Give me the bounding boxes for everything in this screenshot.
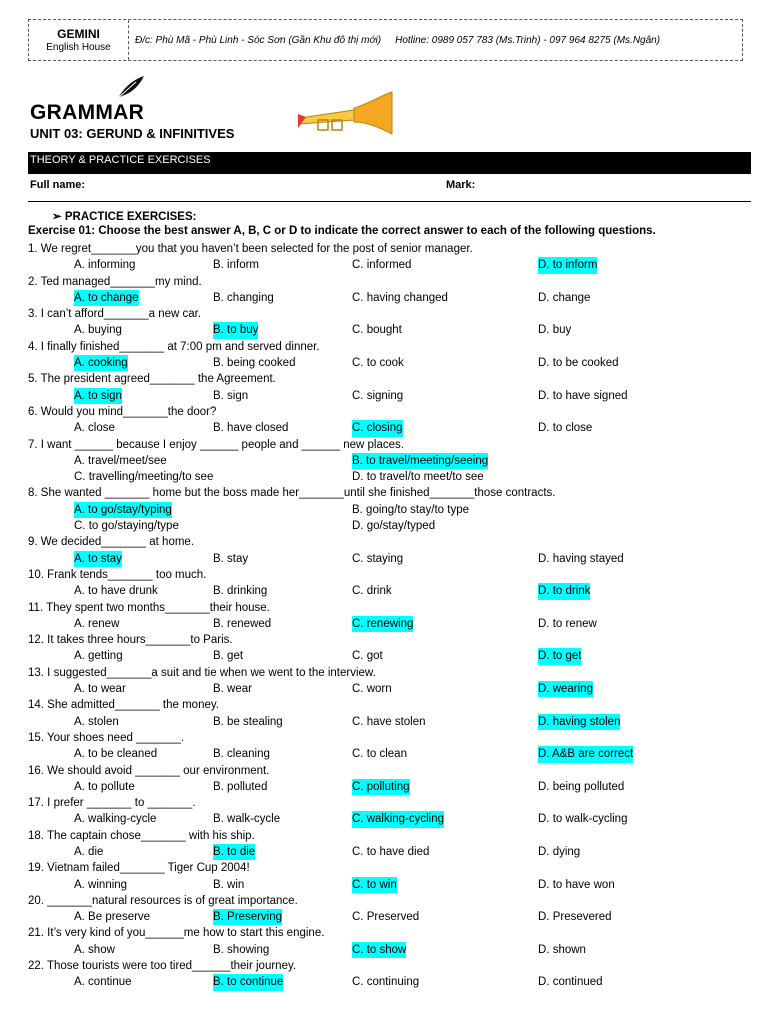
answer-option: A. to be cleaned — [74, 748, 158, 761]
question-prompt: 16. We should avoid _______ our environment. — [28, 764, 270, 777]
leaf-icon — [114, 74, 146, 100]
answer-option: A. show — [74, 943, 115, 956]
answer-option: D. shown — [538, 943, 586, 956]
options-row — [28, 942, 758, 958]
answer-option: D. Presevered — [538, 911, 612, 924]
answer-option: D. go/stay/typed — [352, 520, 436, 533]
question-text — [28, 567, 758, 583]
answer-option-correct: C. closing — [352, 420, 403, 436]
question-text — [28, 274, 758, 290]
answer-option: A. getting — [74, 650, 123, 663]
page-title: GRAMMAR — [30, 101, 145, 124]
answer-option: B. sign — [213, 389, 249, 402]
options-row — [28, 746, 758, 762]
answer-option-correct: B. to continue — [213, 974, 283, 990]
arrow-bullet-icon: ➢ — [52, 211, 62, 223]
mark-label: Mark: — [446, 179, 476, 191]
question-prompt: 9. We decided_______ at home. — [28, 536, 195, 549]
answer-option: A. informing — [74, 259, 136, 272]
answer-option: B. inform — [213, 259, 260, 272]
question-prompt: 20. _______natural resources is of great importance. — [28, 894, 298, 907]
question-prompt: 17. I prefer _______ to _______. — [28, 797, 196, 810]
options-row — [28, 648, 758, 664]
answer-option-correct: D. having stolen — [538, 714, 620, 730]
answer-option: C. Preserved — [352, 911, 420, 924]
answer-option: D. to be cooked — [538, 357, 619, 370]
answer-option-correct: C. to show — [352, 942, 406, 958]
answer-option: C. continuing — [352, 976, 420, 989]
answer-option: B. get — [213, 650, 244, 663]
answer-option: C. have stolen — [352, 715, 426, 728]
options-row — [28, 616, 758, 632]
question-prompt: 12. It takes three hours_______to Paris. — [28, 634, 233, 647]
answer-option: C. signing — [352, 389, 404, 402]
answer-option-correct: C. renewing — [352, 616, 413, 632]
options-row — [28, 583, 758, 599]
question-prompt: 6. Would you mind_______the door? — [28, 405, 217, 418]
answer-option: B. showing — [213, 943, 270, 956]
divider — [28, 201, 751, 202]
unit-title: UNIT 03: GERUND & INFINITIVES — [30, 126, 235, 141]
question-text — [28, 828, 758, 844]
answer-option: D. to walk-cycling — [538, 813, 628, 826]
answer-option: A. die — [74, 845, 104, 858]
answer-option: B. polluted — [213, 780, 268, 793]
answer-option: B. cleaning — [213, 748, 270, 761]
answer-option-correct: C. to win — [352, 877, 397, 893]
question-prompt: 5. The president agreed_______ the Agreement. — [28, 373, 276, 386]
brand-name: GEMINI — [57, 26, 100, 41]
answer-option-correct: A. to change — [74, 290, 139, 306]
answer-option: A. travel/meet/see — [74, 454, 167, 467]
options-row — [28, 714, 758, 730]
options-row — [28, 355, 758, 371]
answer-option: B. drinking — [213, 585, 268, 598]
options-row — [28, 974, 758, 990]
question-text — [28, 241, 758, 257]
options-row — [28, 811, 758, 827]
answer-option-correct: D. to get — [538, 648, 581, 664]
answer-option: A. renew — [74, 617, 120, 630]
options-row — [28, 681, 758, 697]
answer-option-correct: A. to sign — [74, 388, 122, 404]
exercise-title: Exercise 01: Choose the best answer A, B, C or D to indicate the correct answer to each of the following questions. — [28, 225, 656, 237]
options-row — [28, 779, 758, 795]
question-prompt: 11. They spent two months_______their house. — [28, 601, 270, 614]
answer-option: A. winning — [74, 878, 128, 891]
trumpet-icon — [296, 90, 396, 138]
answer-option: B. be stealing — [213, 715, 283, 728]
answer-option: C. drink — [352, 585, 392, 598]
answer-option: D. continued — [538, 976, 603, 989]
answer-option-correct: D. A&B are correct — [538, 746, 633, 762]
question-text — [28, 958, 758, 974]
answer-option: A. close — [74, 422, 115, 435]
answer-option: C. worn — [352, 683, 392, 696]
answer-option: C. to clean — [352, 748, 407, 761]
answer-option-correct: A. to stay — [74, 551, 122, 567]
question-prompt: 2. Ted managed_______my mind. — [28, 275, 202, 288]
options-row — [28, 502, 758, 518]
question-text — [28, 925, 758, 941]
question-text — [28, 730, 758, 746]
answer-option: A. to have drunk — [74, 585, 158, 598]
options-row — [28, 551, 758, 567]
question-text — [28, 437, 758, 453]
question-prompt: 21. It’s very kind of you______me how to start this engine. — [28, 927, 325, 940]
answer-option: D. dying — [538, 845, 581, 858]
answer-option: C. to have died — [352, 845, 430, 858]
answer-option: A. to wear — [74, 683, 126, 696]
question-text — [28, 404, 758, 420]
question-prompt: 19. Vietnam failed_______ Tiger Cup 2004! — [28, 862, 250, 875]
question-text — [28, 893, 758, 909]
answer-option: B. changing — [213, 291, 274, 304]
options-row — [28, 388, 758, 404]
options-row — [28, 844, 758, 860]
options-row — [28, 518, 758, 534]
answer-option-correct: D. to inform — [538, 257, 597, 273]
answer-option: C. to cook — [352, 357, 404, 370]
answer-option: B. going/to stay/to type — [352, 503, 469, 516]
answer-option: C. got — [352, 650, 383, 663]
options-row — [28, 257, 758, 273]
answer-option-correct: B. to die — [213, 844, 255, 860]
answer-option: D. buy — [538, 324, 572, 337]
question-text — [28, 632, 758, 648]
answer-option: C. informed — [352, 259, 412, 272]
answer-option-correct: B. Preserving — [213, 909, 282, 925]
question-prompt: 1. We regret_______you that you haven’t been selected for the post of senior manager. — [28, 243, 473, 255]
question-text — [28, 665, 758, 681]
answer-option: A. buying — [74, 324, 122, 337]
question-text — [28, 485, 758, 501]
question-text — [28, 371, 758, 387]
answer-option: A. to pollute — [74, 780, 135, 793]
answer-option: B. renewed — [213, 617, 272, 630]
answer-option-correct: D. wearing — [538, 681, 593, 697]
answer-option: D. to renew — [538, 617, 597, 630]
answer-option: A. continue — [74, 976, 132, 989]
answer-option: D. to close — [538, 422, 593, 435]
question-text — [28, 339, 758, 355]
answer-option-correct: D. to drink — [538, 583, 590, 599]
brand-subtitle: English House — [46, 41, 111, 53]
question-prompt: 14. She admitted_______ the money. — [28, 699, 219, 712]
answer-option: A. Be preserve — [74, 911, 151, 924]
answer-option: D. being polluted — [538, 780, 625, 793]
options-row — [28, 290, 758, 306]
question-text — [28, 860, 758, 876]
answer-option: D. to travel/to meet/to see — [352, 471, 484, 484]
question-text — [28, 534, 758, 550]
answer-option-correct: C. polluting — [352, 779, 410, 795]
question-prompt: 15. Your shoes need _______. — [28, 731, 185, 744]
section-bar: THEORY & PRACTICE EXERCISES — [28, 152, 751, 174]
options-row — [28, 877, 758, 893]
answer-option: B. have closed — [213, 422, 289, 435]
question-prompt: 8. She wanted _______ home but the boss made her_______until she finished_______those contracts. — [28, 487, 556, 500]
answer-option-correct: A. cooking — [74, 355, 128, 371]
answer-option-correct: C. walking-cycling — [352, 811, 444, 827]
answer-option: C. bought — [352, 324, 402, 337]
question-prompt: 10. Frank tends_______ too much. — [28, 568, 207, 581]
question-prompt: 3. I can’t afford_______a new car. — [28, 308, 202, 321]
answer-option: B. stay — [213, 552, 249, 565]
answer-option: C. having changed — [352, 291, 448, 304]
page-header — [28, 19, 743, 61]
question-prompt: 4. I finally finished_______ at 7:00 pm and served dinner. — [28, 340, 320, 353]
question-prompt: 18. The captain chose_______ with his ship. — [28, 829, 255, 842]
question-text — [28, 763, 758, 779]
practice-heading — [52, 209, 196, 223]
options-row — [28, 453, 758, 469]
options-row — [28, 322, 758, 338]
question-text — [28, 600, 758, 616]
answer-option: B. being cooked — [213, 357, 296, 370]
answer-option: D. to have won — [538, 878, 615, 891]
full-name-label: Full name: — [30, 179, 86, 191]
answer-option: D. change — [538, 291, 591, 304]
answer-option: A. walking-cycle — [74, 813, 157, 826]
answer-option: D. having stayed — [538, 552, 624, 565]
answer-option: B. wear — [213, 683, 252, 696]
answer-option: B. walk-cycle — [213, 813, 281, 826]
question-prompt: 22. Those tourists were too tired______their journey. — [28, 960, 297, 973]
options-row — [28, 909, 758, 925]
options-row — [28, 420, 758, 436]
answer-option-correct: B. to buy — [213, 322, 258, 338]
answer-option: C. travelling/meeting/to see — [74, 471, 214, 484]
address-text: Đ/c: Phù Mã - Phù Linh - Sóc Sơn (Gần Khu đô thị mới) — [135, 34, 382, 46]
answer-option: C. staying — [352, 552, 404, 565]
answer-option: A. stolen — [74, 715, 119, 728]
answer-option: C. to go/staying/type — [74, 520, 179, 533]
question-prompt: 13. I suggested_______a suit and tie when we went to the interview. — [28, 666, 376, 679]
answer-option-correct: A. to go/stay/typing — [74, 502, 172, 518]
brand-box — [29, 20, 129, 60]
hotline-text: Hotline: 0989 057 783 (Ms.Trinh) - 097 964 8275 (Ms.Ngân) — [395, 34, 661, 46]
question-text — [28, 697, 758, 713]
answer-option-correct: B. to travel/meeting/seeing — [352, 453, 488, 469]
practice-heading-text: PRACTICE EXERCISES: — [64, 211, 197, 223]
options-row — [28, 469, 758, 485]
question-list — [28, 241, 758, 991]
answer-option: B. win — [213, 878, 245, 891]
answer-option: D. to have signed — [538, 389, 628, 402]
question-text — [28, 306, 758, 322]
question-text — [28, 795, 758, 811]
question-prompt: 7. I want ______ because I enjoy ______ people and ______ new places. — [28, 438, 404, 451]
